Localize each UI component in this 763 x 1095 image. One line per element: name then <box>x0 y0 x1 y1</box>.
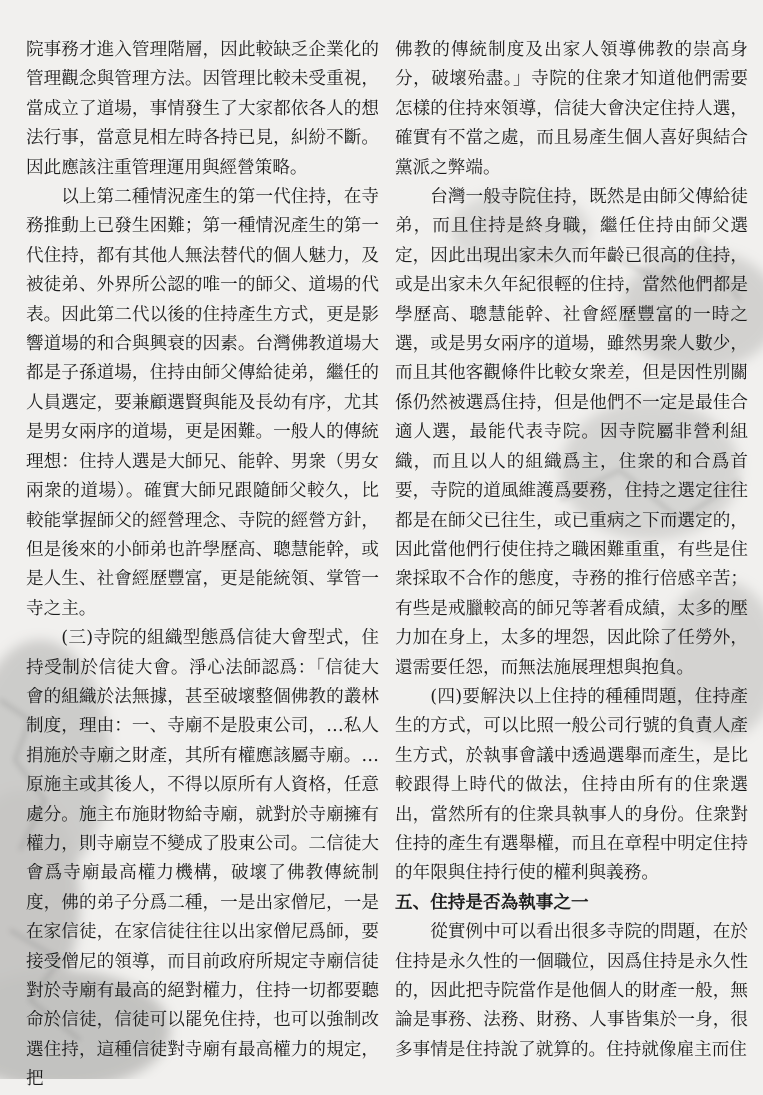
paragraph: (四)要解決以上住持的種種問題，住持產生的方式，可以比照一般公司行號的負責人產生方式，於執事會議中透過選舉而產生，是比較跟得上時代的做法，住持由所有的住衆選出，當然所有的住衆具執事人的身份。住衆對住持的產生有選舉權，而且在章程中明定住持的年限與住持行使的權利與義務。 <box>395 686 748 884</box>
paragraph: 從實例中可以看出很多寺院的問題，在於住持是永久性的一個職位，因爲住持是永久性的，因此把寺院當作是他個人的財產一般，無論是事務、法務、財務、人事皆集於一身，很多事情是住持說了就算的。住持就像雇主而住 <box>395 922 748 1060</box>
right-column <box>395 36 748 1065</box>
paragraph: 台灣一般寺院住持，既然是由師父傳給徒弟，而且住持是終身職，繼任住持由師父選定，因此出現出家未久而年齡已很高的住持，或是出家未久年紀很輕的住持，當然他們都是學歷高、聰慧能幹、社會經歷豐富的一時之選，或是男女兩序的道場，雖然男衆人數少，而且其他客觀條件比較女衆差，但是因性別關係仍然被選爲住持，但是他們不一定是最佳合適人選，最能代表寺院。因寺院屬非營利組織，而且以人的組織爲主，住衆的和合爲首要，寺院的道風維護爲要務，住持之選定往往都是在師父已往生，或已重病之下而選定的，因此當他們行使住持之職困難重重，有些是住衆採取不合作的態度，寺務的推行倍感辛苦；有些是戒臘較高的師兄等著看成績，太多的壓力加在身上，太多的埋怨，因此除了任勞外，還需要任怨，而無法施展理想與抱負。 <box>395 187 748 678</box>
paragraph: 佛教的傳統制度及出家人領導佛教的崇高身分，破壞殆盡。」寺院的住衆才知道他們需要怎樣的住持來領導，信徒大會決定住持人選，確實有不當之處，而且易產生個人喜好與結合黨派之弊端。 <box>395 40 748 178</box>
paragraph: 以上第二種情況產生的第一代住持，在寺務推動上已發生困難；第一種情況產生的第一代住持，都有其他人無法替代的個人魅力，及被徒弟、外界所公認的唯一的師父、道場的代表。因此第二代以後的住持產生方式，更是影響道場的和合與興衰的因素。台灣佛教道場大都是子孫道場，住持由師父傳給徒弟，繼任的人員選定，要兼顧選賢與能及長幼有序，尤其是男女兩序的道場，更是困難。一般人的傳統理想：住持人選是大師兄、能幹、男衆（男女兩衆的道場）。確實大師兄跟隨師父較久，比較能掌握師父的經營理念、寺院的經營方針，但是後來的小師弟也許學歷高、聰慧能幹，或是人生、社會經歷豐富，更是能統領、掌管一寺之主。 <box>26 187 379 619</box>
section-heading: 五、住持是否為執事之一 <box>395 892 589 913</box>
paragraph: 院事務才進入管理階層，因此較缺乏企業化的管理觀念與管理方法。因管理比較未受重視，當成立了道場，事情發生了大家都依各人的想法行事，當意見相左時各持已見，糾紛不斷。因此應該注重管理運用與經營策略。 <box>26 40 379 178</box>
left-column <box>26 36 379 1095</box>
paragraph: (三)寺院的組織型態爲信徒大會型式，住持受制於信徒大會。淨心法師認爲：「信徒大會的組織於法無據，甚至破壞整個佛教的叢林制度，理由：一、寺廟不是股東公司，…私人捐施於寺廟之財產，其所有權應該屬寺廟。…原施主或其後人，不得以原所有人資格，任意處分。施主布施財物給寺廟，就對於寺廟擁有權力，則寺廟豈不變成了股東公司。二信徒大會爲寺廟最高權力機構，破壞了佛教傳統制度，佛的弟子分爲二種，一是出家僧尼，一是在家信徒，在家信徒往往以出家僧尼爲師，要接受僧尼的領導，而目前政府所規定寺廟信徒對於寺廟有最高的絕對權力，住持一切都要聽命於信徒，信徒可以罷免住持，也可以強制改選住持，這種信徒對寺廟有最高權力的規定，把 <box>26 628 379 1090</box>
